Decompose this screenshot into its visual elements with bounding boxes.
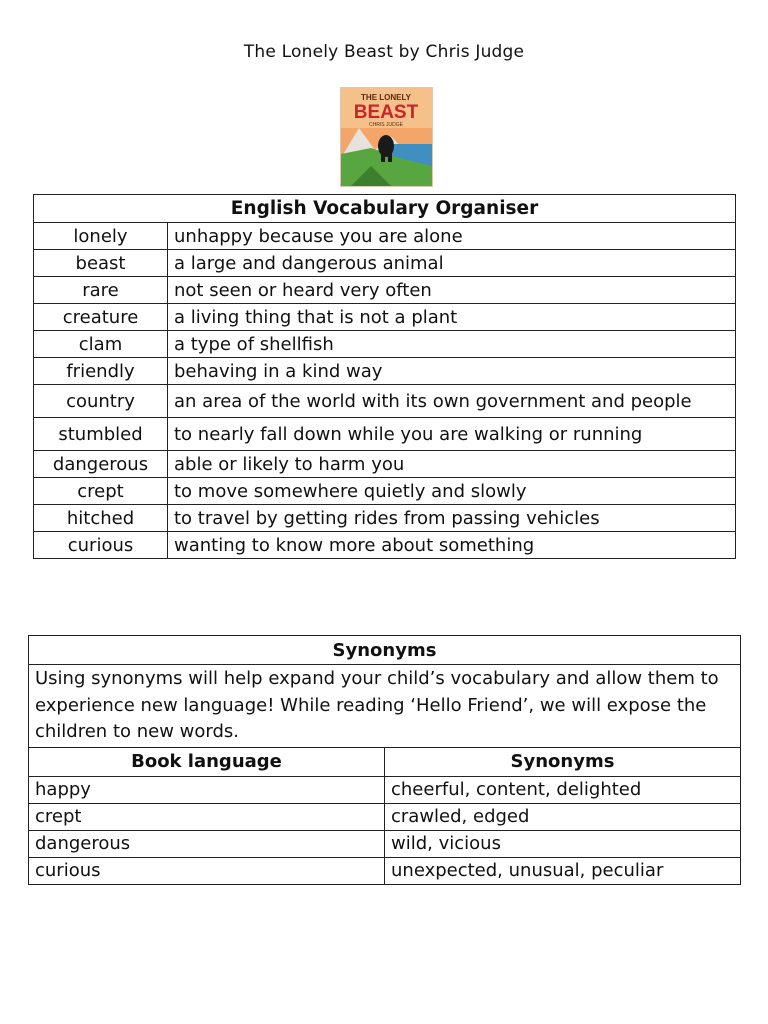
table-row [34,451,736,478]
vocab-definition: a type of shellfish [168,331,736,358]
vocabulary-table [33,194,736,559]
synonyms-table [28,635,741,885]
table-row [34,223,736,250]
vocab-definition: to nearly fall down while you are walking or running [168,418,736,451]
table-row [29,776,741,803]
vocab-word: hitched [34,505,168,532]
table-row [34,331,736,358]
table-row [34,358,736,385]
book-language-cell: crept [29,803,385,830]
synonyms-cell: wild, vicious [385,830,741,857]
vocabulary-heading: English Vocabulary Organiser [34,195,736,223]
vocab-word: dangerous [34,451,168,478]
vocab-word: country [34,385,168,418]
column-header-book-language: Book language [29,747,385,776]
cover-title-big: BEAST [353,102,419,123]
cover-author: CHRIS JUDGE [369,122,403,128]
vocab-word: rare [34,277,168,304]
book-language-cell: dangerous [29,830,385,857]
book-language-cell: curious [29,857,385,884]
table-row [34,418,736,451]
vocab-definition: a living thing that is not a plant [168,304,736,331]
synonyms-cell: unexpected, unusual, peculiar [385,857,741,884]
table-row [34,277,736,304]
document-title: The Lonely Beast by Chris Judge [243,42,525,62]
vocab-word: crept [34,478,168,505]
synonyms-cell: cheerful, content, delighted [385,776,741,803]
vocab-word: stumbled [34,418,168,451]
vocab-word: curious [34,532,168,559]
table-row [34,532,736,559]
synonyms-cell: crawled, edged [385,803,741,830]
vocab-definition: wanting to know more about something [168,532,736,559]
cover-title-small: THE LONELY [361,93,411,102]
table-row [34,304,736,331]
column-header-synonyms: Synonyms [385,747,741,776]
vocab-word: friendly [34,358,168,385]
table-row [34,250,736,277]
vocab-word: creature [34,304,168,331]
vocab-definition: an area of the world with its own government and people [168,385,736,418]
synonyms-intro: Using synonyms will help expand your child’s vocabulary and allow them to experience new language! While reading ‘Hello Friend’, we will expose the children to new words. [29,665,741,748]
table-row [34,478,736,505]
vocab-definition: not seen or heard very often [168,277,736,304]
vocab-definition: unhappy because you are alone [168,223,736,250]
synonyms-heading: Synonyms [29,636,741,665]
vocab-definition: able or likely to harm you [168,451,736,478]
table-row [34,505,736,532]
vocab-definition: behaving in a kind way [168,358,736,385]
vocab-definition: to travel by getting rides from passing vehicles [168,505,736,532]
table-row [29,830,741,857]
table-row [29,857,741,884]
vocab-definition: a large and dangerous animal [168,250,736,277]
book-language-cell: happy [29,776,385,803]
vocab-word: lonely [34,223,168,250]
vocab-word: beast [34,250,168,277]
book-cover-image [340,87,433,187]
table-row [34,385,736,418]
vocab-definition: to move somewhere quietly and slowly [168,478,736,505]
table-row [29,803,741,830]
vocab-word: clam [34,331,168,358]
